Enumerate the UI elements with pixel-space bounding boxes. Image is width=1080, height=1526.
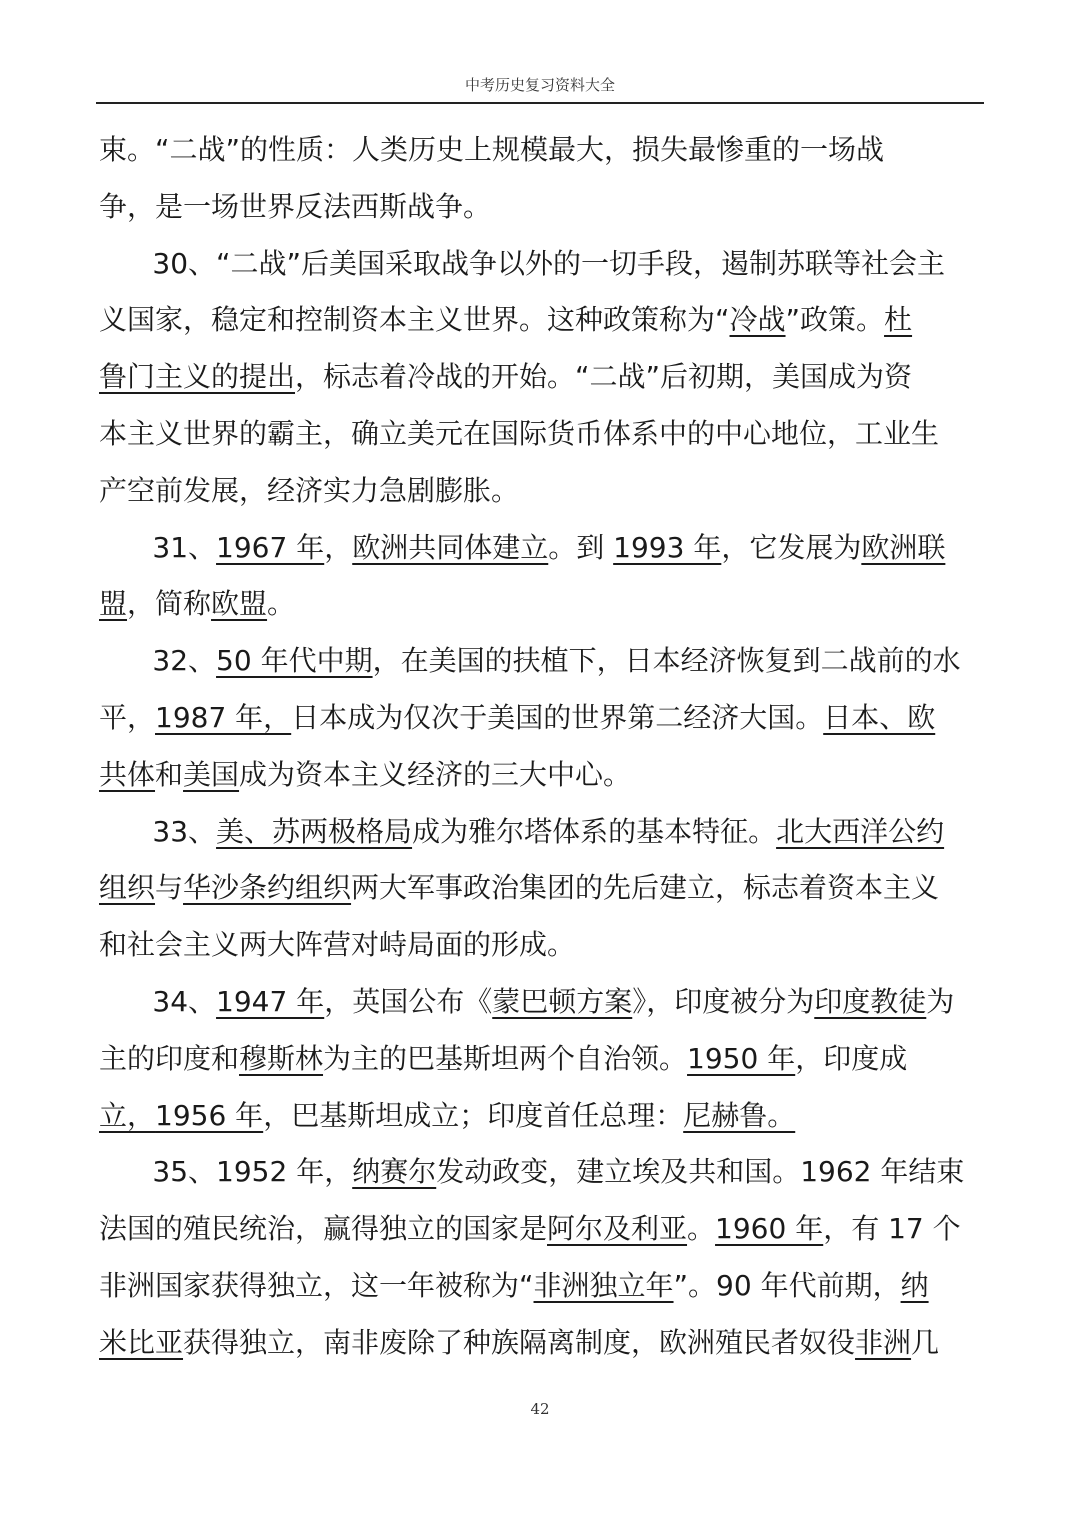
- underlined-term: 共体: [99, 757, 156, 791]
- underlined-term: 北大西洋公约: [776, 814, 945, 848]
- text-run: 发动政变，建立埃及共和国。1962 年结束: [436, 1155, 965, 1189]
- underlined-term: 非洲: [855, 1325, 912, 1359]
- running-header: [96, 74, 984, 104]
- underlined-term: 1947 年: [216, 985, 325, 1018]
- text-line: [99, 1323, 939, 1363]
- underlined-term: 华沙条约组织: [183, 871, 352, 905]
- text-run: 。到: [548, 530, 614, 564]
- underlined-term: 杜: [884, 303, 913, 337]
- text-run: 34、: [99, 985, 217, 1018]
- text-line: [99, 1152, 964, 1192]
- text-run: 本主义世界的霸主，确立美元在国际货币体系中的中心地位，工业生: [99, 417, 940, 450]
- text-run: ，有 17 个: [823, 1212, 961, 1246]
- text-line: [99, 1209, 961, 1249]
- text-run: ，在美国的扶植下，日本经济恢复到二战前的水: [372, 644, 961, 678]
- text-line: [99, 1096, 795, 1136]
- underlined-term: 蒙巴顿方案: [492, 985, 633, 1018]
- text-run: ，英国公布《: [324, 985, 493, 1018]
- underlined-term: 纳: [900, 1269, 929, 1302]
- underlined-term: 米比亚: [99, 1325, 184, 1359]
- page-number: 42: [530, 1400, 550, 1418]
- text-run: 32、: [99, 644, 217, 678]
- text-line: [99, 528, 945, 568]
- text-run: 31、: [99, 530, 217, 564]
- underlined-term: 尼赫鲁。: [683, 1098, 796, 1132]
- underlined-term: 冷战: [729, 303, 786, 337]
- text-line: [99, 1266, 929, 1306]
- text-line: [99, 130, 884, 170]
- text-run: ”。90 年代前期，: [673, 1269, 901, 1302]
- text-run: 两大军事政治集团的先后建立，标志着资本主义: [351, 871, 940, 905]
- underlined-term: 欧盟: [211, 587, 268, 621]
- underlined-term: 1956 年: [155, 1098, 264, 1132]
- underlined-term: 美、苏两极格局: [216, 814, 413, 848]
- text-line: [99, 300, 912, 340]
- text-run: ，: [324, 530, 353, 564]
- text-run: 为: [926, 985, 955, 1018]
- text-run: ，标志着冷战的开始。“二战”后初期，美国成为资: [295, 360, 913, 394]
- underlined-term: 阿尔及利亚: [547, 1212, 688, 1246]
- underlined-term: 1967 年: [216, 530, 325, 564]
- text-line: [99, 187, 491, 227]
- text-run: 和社会主义两大阵营对峙局面的形成。: [99, 928, 576, 962]
- text-line: [99, 982, 954, 1022]
- text-run: 争，是一场世界反法西斯战争。: [99, 189, 492, 223]
- text-run: 和: [155, 757, 184, 791]
- page-footer: [0, 1400, 1080, 1418]
- text-run: 平，: [99, 701, 156, 734]
- text-line: [99, 414, 939, 454]
- text-line: [99, 925, 575, 965]
- text-run: 成为雅尔塔体系的基本特征。: [412, 814, 777, 848]
- text-run: 法国的殖民统治，赢得独立的国家是: [99, 1212, 548, 1246]
- underlined-term: 日本、欧: [823, 701, 936, 734]
- text-run: 。: [267, 587, 296, 621]
- underlined-term: 50 年代中期: [216, 644, 373, 678]
- text-run: 》，印度被分为: [632, 985, 815, 1018]
- text-line: [99, 868, 939, 908]
- text-line: [99, 641, 961, 681]
- underlined-term: 印度教徒: [814, 985, 927, 1018]
- underlined-term: 穆斯林: [239, 1041, 324, 1075]
- text-run: 30、“二战”后美国采取战争以外的一切手段，遏制苏联等社会主: [99, 246, 946, 280]
- text-run: 产空前发展，经济实力急剧膨胀。: [99, 473, 520, 507]
- text-line: [99, 357, 912, 397]
- underlined-term: 鲁门主义的提出: [99, 360, 296, 394]
- text-run: 35、1952 年，: [99, 1155, 353, 1189]
- text-run: 为主的巴基斯坦两个自治领。: [323, 1041, 688, 1075]
- text-run: 与: [155, 871, 184, 905]
- text-run: 33、: [99, 814, 217, 848]
- underlined-term: 纳赛尔: [352, 1155, 437, 1189]
- text-run: ，印度成: [795, 1041, 908, 1075]
- text-line: [99, 471, 519, 511]
- underlined-term: 1950 年: [687, 1041, 796, 1075]
- text-run: 几: [911, 1325, 940, 1359]
- underlined-term: 欧洲联: [861, 530, 946, 564]
- text-line: [99, 812, 944, 852]
- underlined-term: 1993 年: [613, 530, 722, 564]
- text-run: 束。“二战”的性质：人类历史上规模最大，损失最惨重的一场战: [99, 133, 885, 166]
- text-run: 成为资本主义经济的三大中心。: [239, 757, 632, 791]
- text-line: [99, 755, 631, 795]
- text-run: 。: [687, 1212, 716, 1246]
- text-run: 获得独立，南非废除了种族隔离制度，欧洲殖民者奴役: [183, 1325, 856, 1359]
- text-run: ”政策。: [785, 303, 885, 337]
- underlined-term: 欧洲共同体建立: [352, 530, 549, 564]
- text-run: 义国家，稳定和控制资本主义世界。这种政策称为“: [99, 303, 730, 337]
- underlined-term: 组织: [99, 871, 156, 905]
- text-line: [99, 584, 295, 624]
- text-run: ，巴基斯坦成立；印度首任总理：: [263, 1098, 684, 1132]
- text-run: ，简称: [127, 587, 212, 621]
- text-run: 日本成为仅次于美国的世界第二经济大国。: [291, 701, 824, 734]
- text-run: 非洲国家获得独立，这一年被称为“: [99, 1269, 534, 1302]
- text-run: 主的印度和: [99, 1041, 240, 1075]
- text-run: ，它发展为: [721, 530, 862, 564]
- underlined-term: 立，: [99, 1098, 156, 1132]
- underlined-term: 非洲独立年: [533, 1269, 674, 1302]
- text-line: [99, 1039, 907, 1079]
- text-line: [99, 244, 945, 284]
- underlined-term: 盟: [99, 587, 128, 621]
- text-line: [99, 698, 935, 738]
- underlined-term: 1960 年: [715, 1212, 824, 1246]
- underlined-term: 1987 年，: [155, 701, 292, 734]
- underlined-term: 美国: [183, 757, 240, 791]
- header-title: 中考历史复习资料大全: [464, 76, 615, 94]
